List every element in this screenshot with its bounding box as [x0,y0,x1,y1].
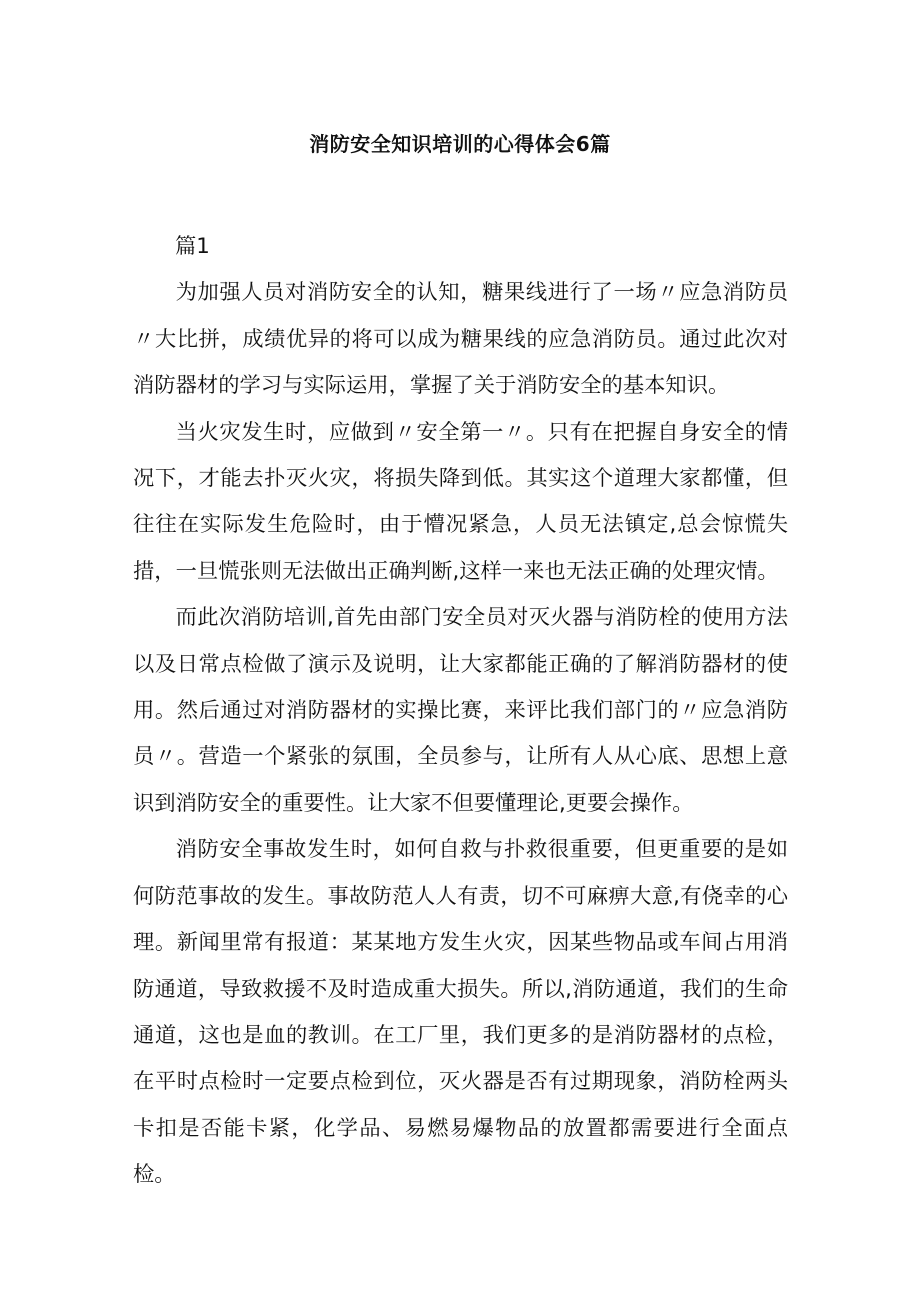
paragraph-1: 为加强人员对消防安全的认知，糖果线进行了一场〃应急消防员〃大比拼，成绩优异的将可以成为糖果线的应急消防员。通过此次对消防器材的学习与实际运用，掌握了关于消防安全的基本知识。 [133,280,788,399]
document-body [133,224,788,1199]
section-label: 篇1 [175,234,210,259]
paragraph-3: 而此次消防培训,首先由部门安全员对灭火器与消防栓的使用方法以及日常点检做了演示及说明，让大家都能正确的了解消防器材的使用。然后通过对消防器材的实操比赛，来评比我们部门的〃应急消防员〃。营造一个紧张的氛围，全员参与，让所有人从心底、思想上意识到消防安全的重要性。让大家不但要懂理论,更要会操作。 [133,605,788,816]
document-title: 消防安全知识培训的心得体会6篇 [309,132,611,156]
paragraph-2: 当火灾发生时，应做到〃安全第一〃。只有在把握自身安全的情况下，才能去扑灭火灾，将损失降到低。其实这个道理大家都懂，但往往在实际发生危险时，由于懵况紧急，人员无法镇定,总会惊慌失措，一旦慌张则无法做出正确判断,这样一来也无法正确的处理灾情。 [133,419,788,584]
paragraph-4: 消防安全事故发生时，如何自救与扑救很重要，但更重要的是如何防范事故的发生。事故防范人人有责，切不可麻痹大意,有侥幸的心理。新闻里常有报道：某某地方发生火灾，因某些物品或车间占用消防通道，导致救援不及时造成重大损失。所以,消防通道，我们的生命通道，这也是血的教训。在工厂里，我们更多的是消防器材的点检，在平时点检时一定要点检到位，灭火器是否有过期现象，消防栓两头卡扣是否能卡紧，化学品、易燃易爆物品的放置都需要进行全面点检。 [133,837,788,1188]
